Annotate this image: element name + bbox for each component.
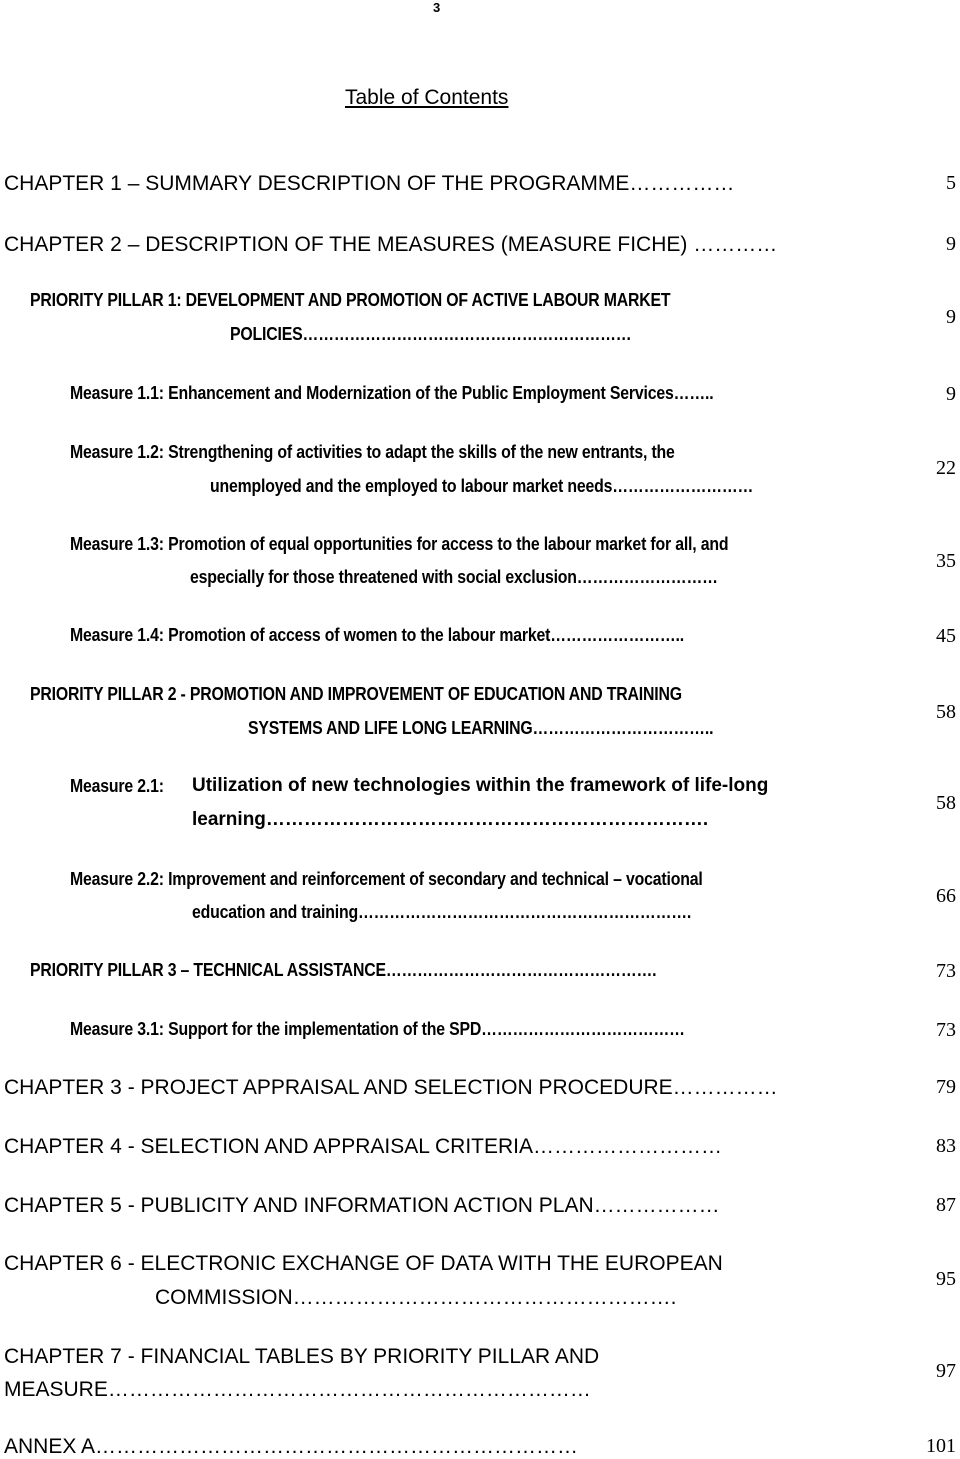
toc-entry-measure-1-3-line2[interactable]: especially for those threatened with social exclusion………………………: [190, 567, 718, 587]
toc-entry-measure-2-2-line1[interactable]: Measure 2.2: Improvement and reinforcement of secondary and technical – vocational: [70, 869, 703, 889]
toc-entry-pillar-3[interactable]: PRIORITY PILLAR 3 – TECHNICAL ASSISTANCE…………………………………………….: [30, 960, 657, 980]
toc-entry-chapter-6-line1[interactable]: CHAPTER 6 - ELECTRONIC EXCHANGE OF DATA WITH THE EUROPEAN: [4, 1252, 723, 1275]
toc-page-pillar-3: 73: [936, 960, 956, 982]
toc-page-measure-3-1: 73: [936, 1019, 956, 1041]
toc-entry-chapter-7-line2[interactable]: MEASURE……………………………………………………………: [4, 1378, 591, 1401]
toc-entry-measure-2-2-line2[interactable]: education and training……………………………………………………….: [192, 902, 692, 922]
toc-entry-chapter-1[interactable]: CHAPTER 1 – SUMMARY DESCRIPTION OF THE PROGRAMME……………: [4, 172, 735, 195]
toc-title: Table of Contents: [345, 86, 509, 109]
toc-page-measure-2-2: 66: [936, 885, 956, 907]
toc-page-chapter-2: 9: [946, 233, 956, 255]
toc-page-chapter-3: 79: [936, 1076, 956, 1098]
toc-page-measure-1-1: 9: [946, 383, 956, 405]
toc-page-measure-2-1: 58: [936, 792, 956, 814]
toc-page-chapter-6: 95: [936, 1268, 956, 1290]
toc-entry-chapter-6-line2[interactable]: COMMISSION……………………………………………….: [155, 1286, 677, 1309]
toc-entry-measure-2-1-label[interactable]: Measure 2.1:: [70, 776, 164, 796]
toc-entry-chapter-4[interactable]: CHAPTER 4 - SELECTION AND APPRAISAL CRITERIA………………………: [4, 1135, 723, 1158]
toc-entry-measure-3-1[interactable]: Measure 3.1: Support for the implementation of the SPD…………………………………: [70, 1019, 685, 1039]
toc-entry-measure-1-3-line1[interactable]: Measure 1.3: Promotion of equal opportunities for access to the labour market for all, and: [70, 534, 729, 554]
toc-page-measure-1-2: 22: [936, 457, 956, 479]
toc-entry-chapter-2[interactable]: CHAPTER 2 – DESCRIPTION OF THE MEASURES (MEASURE FICHE) …………: [4, 233, 778, 256]
toc-entry-chapter-5[interactable]: CHAPTER 5 - PUBLICITY AND INFORMATION ACTION PLAN………………: [4, 1194, 720, 1217]
toc-entry-measure-1-2-line1[interactable]: Measure 1.2: Strengthening of activities to adapt the skills of the new entrants, the: [70, 442, 675, 462]
toc-entry-measure-2-1-line1[interactable]: Utilization of new technologies within the framework of life-long: [192, 775, 769, 796]
toc-entry-pillar-1-line1[interactable]: PRIORITY PILLAR 1: DEVELOPMENT AND PROMOTION OF ACTIVE LABOUR MARKET: [30, 290, 671, 310]
toc-entry-chapter-3[interactable]: CHAPTER 3 - PROJECT APPRAISAL AND SELECTION PROCEDURE……………: [4, 1076, 778, 1099]
toc-page-measure-1-4: 45: [936, 625, 956, 647]
page-number: 3: [433, 0, 441, 15]
toc-entry-measure-1-2-line2[interactable]: unemployed and the employed to labour market needs………………………: [210, 476, 754, 496]
toc-entry-measure-1-1[interactable]: Measure 1.1: Enhancement and Modernization of the Public Employment Services……..: [70, 383, 714, 403]
toc-entry-chapter-7-line1[interactable]: CHAPTER 7 - FINANCIAL TABLES BY PRIORITY PILLAR AND: [4, 1345, 600, 1368]
toc-page-chapter-1: 5: [946, 172, 956, 194]
toc-page-pillar-1: 9: [946, 306, 956, 328]
toc-entry-measure-2-1-line2[interactable]: learning…………………………………………………………….: [192, 809, 709, 830]
toc-page-measure-1-3: 35: [936, 550, 956, 572]
toc-entry-pillar-2-line1[interactable]: PRIORITY PILLAR 2 - PROMOTION AND IMPROVEMENT OF EDUCATION AND TRAINING: [30, 684, 682, 704]
toc-page-chapter-7: 97: [936, 1360, 956, 1382]
toc-entry-annex-a[interactable]: ANNEX A……………………………………………………………: [4, 1435, 579, 1458]
toc-page-annex-a: 101: [926, 1435, 956, 1457]
toc-page-chapter-4: 83: [936, 1135, 956, 1157]
toc-entry-pillar-1-line2[interactable]: POLICIES………………………………………………………: [230, 324, 632, 344]
toc-page-chapter-5: 87: [936, 1194, 956, 1216]
toc-page-pillar-2: 58: [936, 701, 956, 723]
toc-entry-pillar-2-line2[interactable]: SYSTEMS AND LIFE LONG LEARNING……………………………..: [248, 718, 714, 738]
toc-entry-measure-1-4[interactable]: Measure 1.4: Promotion of access of women to the labour market……………………..: [70, 625, 685, 645]
